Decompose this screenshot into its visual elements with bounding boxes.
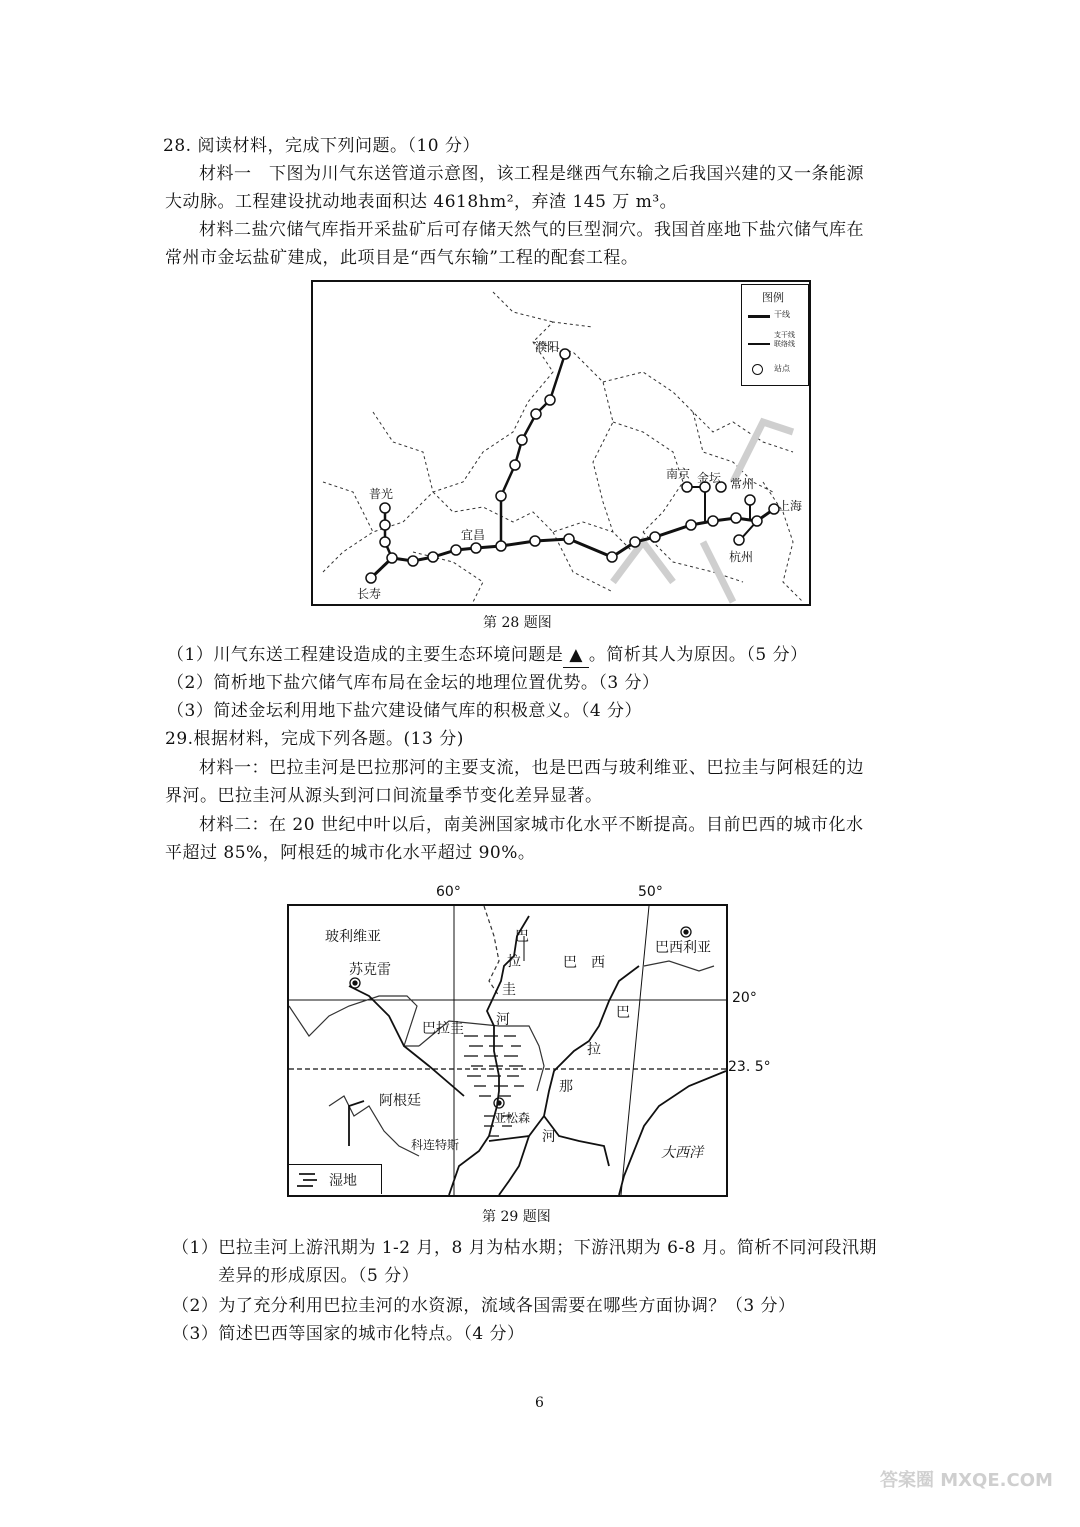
country-argentina: 阿根廷 bbox=[379, 1093, 421, 1109]
city-sucre: 苏克雷 bbox=[349, 962, 391, 978]
q29-question-1-cont: 差异的形成原因。（5 分） bbox=[218, 1266, 420, 1286]
city-jintan: 金坛 bbox=[697, 471, 722, 485]
q29-material1-line1: 材料一：巴拉圭河是巴拉那河的主要支流，也是巴西与玻利维亚、巴拉圭与阿根廷的边 bbox=[199, 758, 864, 778]
q29-material2-line2: 平超过 85%，阿根廷的城市化水平超过 90%。 bbox=[165, 843, 536, 863]
legend-title: 图例 bbox=[762, 291, 784, 304]
q28-question-1-tail: 。简析其人为原因。（5 分） bbox=[588, 645, 808, 665]
page-number: 6 bbox=[535, 1395, 544, 1411]
river-paraguay-char-3: 圭 bbox=[502, 982, 516, 998]
city-shanghai: 上海 bbox=[778, 499, 803, 513]
legend-trunk: 干线 bbox=[774, 310, 790, 319]
city-asuncion: 亚松森 bbox=[494, 1111, 531, 1125]
q29-question-2: （2）为了充分利用巴拉圭河的水资源，流域各国需要在哪些方面协调？（3 分） bbox=[172, 1296, 796, 1316]
city-yichang: 宜昌 bbox=[461, 528, 486, 542]
river-parana-char-4: 河 bbox=[542, 1129, 556, 1145]
answer-blank: ▲ bbox=[563, 643, 589, 668]
country-paraguay: 巴拉圭 bbox=[422, 1021, 464, 1037]
q28-question-2: （2）简析地下盐穴储气库布局在金坛的地理位置优势。（3 分） bbox=[167, 673, 660, 693]
river-parana-char-2: 拉 bbox=[587, 1042, 601, 1058]
river-parana-char-1: 巴 bbox=[616, 1005, 630, 1021]
city-puguang: 普光 bbox=[369, 487, 394, 501]
country-brazil: 巴 西 bbox=[563, 955, 605, 971]
legend-wetland-label: 湿地 bbox=[329, 1173, 357, 1189]
legend-station: 站点 bbox=[774, 364, 790, 373]
legend-branch: 支干线 联络线 bbox=[774, 331, 795, 348]
figure-29-caption: 第 29 题图 bbox=[482, 1209, 551, 1225]
city-brasilia: 巴西利亚 bbox=[655, 940, 711, 956]
watermark-logo: 答案圈 MXQE.COM bbox=[880, 1470, 1053, 1491]
city-puyang: 濮阳 bbox=[535, 340, 560, 354]
river-paraguay-char-2: 拉 bbox=[507, 954, 521, 970]
q29-question-1: （1）巴拉圭河上游汛期为 1-2 月，8 月为枯水期；下游汛期为 6-8 月。简析不同河段汛期 bbox=[172, 1238, 877, 1258]
q28-material1-line1: 材料一 下图为川气东送管道示意图，该工程是继西气东输之后我国兴建的又一条能源 bbox=[199, 164, 864, 184]
city-changshou: 长寿 bbox=[357, 587, 382, 601]
latitude-23-5: 23. 5° bbox=[728, 1059, 771, 1075]
city-corrientes: 科连特斯 bbox=[411, 1138, 460, 1152]
q29-title: 29.根据材料，完成下列各题。(13 分) bbox=[165, 729, 464, 749]
river-parana-char-3: 那 bbox=[559, 1079, 573, 1095]
city-changzhou: 常州 bbox=[730, 477, 755, 491]
wetland-legend bbox=[289, 1164, 382, 1194]
q28-material2-line2: 常州市金坛盐矿建成，此项目是“西气东输”工程的配套工程。 bbox=[165, 248, 639, 268]
city-nanjing: 南京 bbox=[666, 467, 691, 481]
city-hangzhou: 杭州 bbox=[729, 550, 754, 564]
q28-question-3: （3）简述金坛利用地下盐穴建设储气库的积极意义。（4 分） bbox=[167, 701, 643, 721]
q28-material1-line2: 大动脉。工程建设扰动地表面积达 4618hm²，弃渣 145 万 m³。 bbox=[165, 192, 678, 212]
longitude-50: 50° bbox=[638, 884, 663, 900]
q29-question-3: （3）简述巴西等国家的城市化特点。（4 分） bbox=[172, 1324, 525, 1344]
q29-material2-line1: 材料二：在 20 世纪中叶以后，南美洲国家城市化水平不断提高。目前巴西的城市化水 bbox=[199, 815, 864, 835]
figure-28-caption: 第 28 题图 bbox=[483, 615, 552, 631]
q28-material2-line1: 材料二盐穴储气库指开采盐矿后可存储天然气的巨型洞穴。我国首座地下盐穴储气库在 bbox=[199, 220, 864, 240]
ocean-atlantic: 大西洋 bbox=[661, 1145, 703, 1161]
country-bolivia: 玻利维亚 bbox=[325, 929, 381, 945]
q28-title: 28. 阅读材料，完成下列问题。（10 分） bbox=[163, 136, 480, 156]
q28-question-1-text: （1）川气东送工程建设造成的主要生态环境问题是 bbox=[167, 645, 564, 665]
longitude-60: 60° bbox=[436, 884, 461, 900]
paraguay-river-map bbox=[287, 904, 728, 1197]
q28-question-1 bbox=[167, 643, 808, 668]
latitude-20: 20° bbox=[732, 990, 757, 1006]
station-markers bbox=[366, 349, 779, 583]
pipeline-map-legend bbox=[741, 284, 809, 386]
q29-material1-line2: 界河。巴拉圭河从源头到河口间流量季节变化差异显著。 bbox=[165, 786, 603, 806]
river-paraguay-char-1: 巴 bbox=[515, 929, 529, 945]
river-paraguay-char-4: 河 bbox=[496, 1012, 510, 1028]
pipeline-map bbox=[311, 280, 811, 606]
